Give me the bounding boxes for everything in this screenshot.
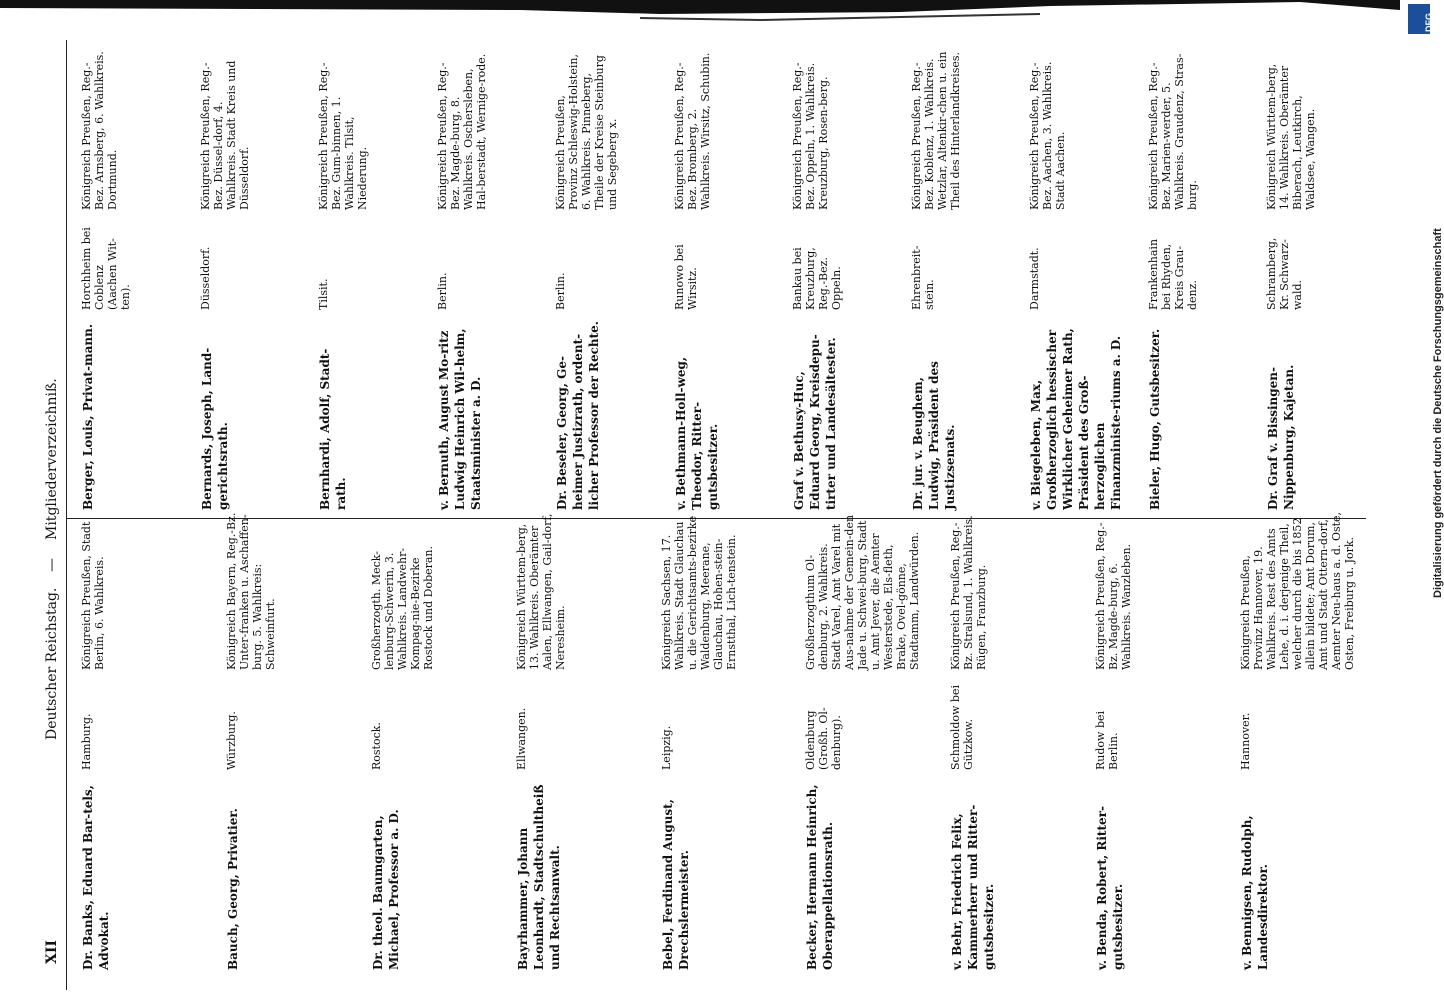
member-row xyxy=(550,40,669,990)
member-name: Bernards, Joseph, Land-gerichtsrath. xyxy=(199,347,230,510)
member-residence: Darmstadt. xyxy=(1028,247,1042,310)
member-constituency: Königreich Bayern, Reg.-Bz. Unter-franken u. Aschaffen-burg. 5. Wahlkreis: Schweinfurt. xyxy=(224,512,277,670)
member-name: v. Bennigsen, Rudolph, Landesdirektor. xyxy=(1240,815,1271,970)
member-constituency: Königreich Preußen, Provinz Schleswig-Holstein, 6. Wahlkreis. Pinneberg, Theile der Kreise Steinburg und Segeberg x. xyxy=(554,54,620,210)
member-constituency: Königreich Preußen, Reg.-Bez. Aachen, 3. Wahlkreis. Stadt Aachen. xyxy=(1028,61,1068,210)
member-name: Graf v. Bethusy-Huc, Eduard Georg, Kreisdepu-tirter und Landesältester. xyxy=(792,334,839,510)
member-constituency: Königreich Preußen, Reg.-Bez. Marien-werder, 5. Wahlkreis. Graudenz, Stras-burg. xyxy=(1146,53,1199,210)
member-residence: Berlin. xyxy=(554,272,568,310)
member-constituency: Königreich Preußen, Reg.-Bez. Gum-binnen, 1. Wahlkreis. Tilsit, Niederung. xyxy=(317,62,370,210)
member-residence: Leipzig. xyxy=(659,725,673,770)
member-residence: Rostock. xyxy=(369,722,383,770)
member-residence: Würzburg. xyxy=(224,711,238,770)
member-constituency: Königreich Preußen, Provinz Hannover, 19. Wahlkreis. Rest des Amts Lehe, d. i. derjenige Theil, welcher durch die bis 1852 allein bildete; Amt Dorum, Amt und Stadt Ottern-dorf, Aemter Neu-haus a. d. Oste, Osten, Freiburg u. Jork. xyxy=(1239,511,1357,670)
member-name: Bauch, Georg, Privatier. xyxy=(225,808,240,970)
member-constituency: Königreich Württem-berg, 14. Wahlkreis. Oberämter Biberach, Leutkirch, Waldsee, Wangen. xyxy=(1265,63,1318,210)
member-residence: Schmoldow bei Gützkow. xyxy=(949,685,976,770)
member-name: Dr. jur. v. Beughem, Ludwig, Präsident des Justizsenats. xyxy=(910,361,957,510)
member-name: Dr. Graf v. Bissingen-Nippenburg, Kajetan. xyxy=(1266,364,1297,510)
member-residence: Ehrenbreit-stein. xyxy=(909,245,936,310)
running-title: Deutscher Reichstag. xyxy=(44,587,60,740)
page-top-edge xyxy=(0,0,1432,28)
member-constituency: Königreich Preußen, Reg.-Bez. Oppeln, 1. Wahlkreis. Kreuzburg, Rosen-berg. xyxy=(791,62,831,210)
member-residence: Hannover. xyxy=(1239,712,1253,770)
member-name: Becker, Hermann Heinrich, Oberappellationsrath. xyxy=(805,784,836,970)
member-row xyxy=(787,40,906,990)
member-residence: Bankau bei Kreuzburg, Reg.-Bez. Oppeln. xyxy=(791,247,844,310)
member-name: v. Benda, Robert, Ritter-gutsbesitzer. xyxy=(1095,806,1126,970)
member-row xyxy=(1024,40,1143,990)
member-residence: Schramberg, Kr. Schwarz-wald. xyxy=(1265,237,1305,310)
member-residence: Frankenhain bei Rhyden, Kreis Grau-denz. xyxy=(1146,238,1199,310)
member-constituency: Königreich Preußen, Reg.-Bez. Magde-burg, 8. Wahlkreis. Oschersleben, Hal-berstadt, Wernige-rode. xyxy=(435,53,488,210)
member-residence: Rudow bei Berlin. xyxy=(1094,710,1121,770)
member-row xyxy=(195,40,314,990)
member-name: Dr. Banks, Eduard Bar-tels, Advokat. xyxy=(81,785,111,970)
member-row xyxy=(432,40,551,990)
member-constituency: Königreich Preußen, Reg.-Bez. Bromberg, 2. Wahlkreis. Wirsitz, Schubin. xyxy=(672,52,712,210)
member-residence: Düsseldorf. xyxy=(198,246,212,310)
section-title: Mitgliederverzeichniß. xyxy=(44,378,60,540)
member-constituency: Großherzogthum Ol-denburg, 2. Wahlkreis. Stadt Varel, Amt Varel mit Aus-nahme der Gemein-den Jade u. Schwei-burg, Stadt u. Amt Jever, die Aemter Westerstede, Els-fleth, Brake, Ovel-gönne, Stadtamm, Landwürden. xyxy=(804,514,922,670)
running-header xyxy=(40,40,64,990)
member-constituency: Großherzogth. Meck-lenburg-Schwerin, 3. Wahlkreis. Landwehr-Kompag-nie-Bezirke Rostock und Doberan. xyxy=(369,545,435,670)
member-name: Bayrhammer, Johann Leonhardt, Stadtschultheiß und Rechtsanwalt. xyxy=(515,784,562,970)
member-name: Bieler, Hugo, Gutsbesitzer. xyxy=(1147,328,1162,510)
member-residence: Hamburg. xyxy=(80,713,93,770)
member-name: Dr. theol. Baumgarten, Michael, Professor a. D. xyxy=(370,809,401,970)
member-row xyxy=(669,40,788,990)
member-residence: Ellwangen. xyxy=(514,707,528,770)
header-dash: — xyxy=(44,558,60,572)
page-number: XII xyxy=(44,940,60,964)
header-rule xyxy=(66,40,67,990)
digitization-credit: Digitalisierung gefördert durch die Deutsche Forschungsgemeinschaft xyxy=(1432,228,1444,598)
member-row xyxy=(1143,40,1262,990)
member-name: v. Bernuth, August Mo-ritz Ludwig Heinrich Wil-helm, Staatsminister a. D. xyxy=(436,328,483,510)
dfg-logo: DFG xyxy=(1408,4,1430,34)
member-name: Dr. Beseler, Georg, Ge-heimer Justizrath, ordent-licher Professor der Rechte. xyxy=(555,321,602,510)
member-name: Bernhardi, Adolf, Stadt-rath. xyxy=(318,348,349,510)
member-row xyxy=(313,40,432,990)
member-residence: Horchheim bei Coblenz (Aachen Wit-ten). xyxy=(80,227,132,310)
member-residence: Runowo bei Wirsitz. xyxy=(672,244,699,310)
member-row xyxy=(76,40,195,990)
member-row xyxy=(1261,40,1380,990)
member-constituency: Königreich Württem-berg, 13. Wahlkreis. Oberämter Aalen, Ellwangen, Gail-dorf, Neresheim. xyxy=(514,513,567,670)
member-constituency: Königreich Preußen, Reg.-Bz. Stralsund, 1. Wahlkreis. Rügen, Franzburg. xyxy=(949,515,989,670)
page xyxy=(40,40,1400,990)
member-residence: Tilsit. xyxy=(317,278,331,310)
member-constituency: Königreich Preußen, Reg.-Bez. Düssel-dorf, 4. Wahlkreis. Stadt Kreis und Düsseldorf. xyxy=(198,60,251,210)
member-constituency: Königreich Sachsen, 17. Wahlkreis. Stadt Glauchau u. die Gerichtsamts-bezirke Waldenburg, Meerane, Glauchau, Hohen-stein-Ernstthal, Lich-tenstein. xyxy=(659,515,738,670)
member-residence: Berlin. xyxy=(435,272,449,310)
member-constituency: Königreich Preußen, Reg.-Bz. Magde-burg, 6. Wahlkreis. Wanzleben. xyxy=(1094,522,1134,670)
member-name: Berger, Louis, Privat-mann. xyxy=(81,323,95,510)
member-row xyxy=(906,40,1025,990)
member-constituency: Königreich Preußen, Reg.-Bez. Arnsberg, 6. Wahlkreis. Dortmund. xyxy=(80,51,119,210)
member-name: v. Bethmann-Holl-weg, Theodor, Ritter-gutsbesitzer. xyxy=(673,356,720,510)
member-constituency: Königreich Preußen, Stadt Berlin, 6. Wahlkreis. xyxy=(80,521,106,670)
member-residence: Oldenburg (Großh. Ol-denburg). xyxy=(804,707,844,770)
member-name: Bebel, Ferdinand August, Drechslermeister. xyxy=(660,799,691,970)
member-constituency: Königreich Preußen, Reg.-Bez. Koblenz, 1. Wahlkreis. Wetzlar, Altenkir-chen u. ein Theil des Hinterlandkreises. xyxy=(909,51,962,210)
member-name: v. Behr, Friedrich Felix, Kammerherr und Ritter-gutsbesitzer. xyxy=(950,804,997,970)
member-name: v. Biegeleben, Max, Großherzoglich hessischer Wirklicher Geheimer Rath, Präsident des Groß-herzoglichen Finanzministe-riums a. D. xyxy=(1029,328,1124,510)
